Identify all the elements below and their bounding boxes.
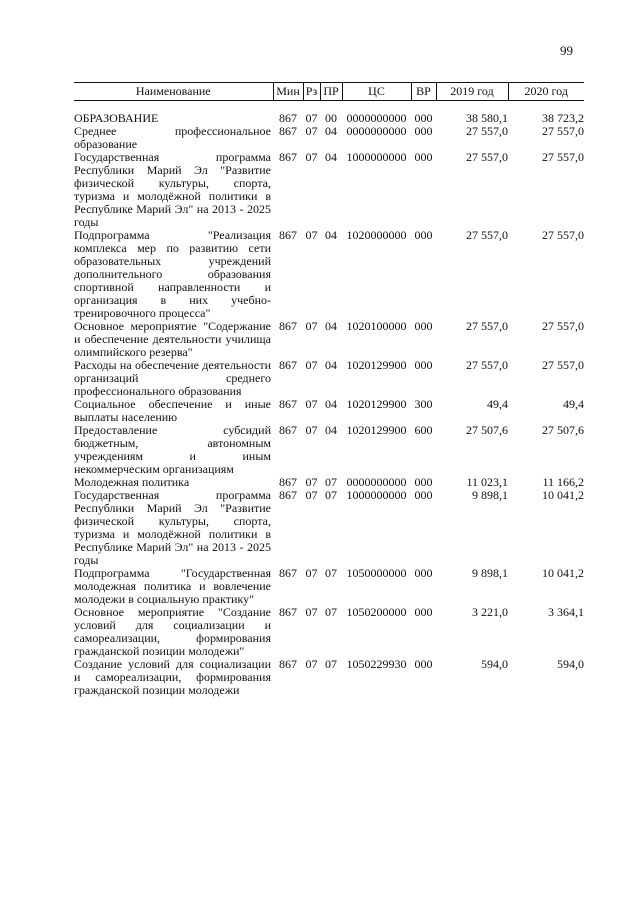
cell-2020: 49,4 [563,397,584,411]
cell-name: Государственная программа Республики Марий Эл "Развитие физической культуры, спорта, туризма и молодёжной политики в Республике Марий Эл" на 2013 - 2025 годы [74,488,271,567]
cell-vr: 000 [414,475,433,489]
cell-2019: 38 580,1 [466,111,508,125]
budget-table [74,82,584,697]
cell-rz: 07 [305,319,318,333]
table-row [74,567,584,606]
cell-name: Социальное обеспечение и иные выплаты населению [74,397,271,424]
cell-pr: 04 [325,319,337,333]
cell-2020: 10 041,2 [542,488,584,502]
table-row [74,320,584,359]
cell-name: Государственная программа Республики Марий Эл "Развитие физической культуры, спорта, туризма и молодёжной политики в Республике Марий Эл" на 2013 - 2025 годы [74,150,271,229]
cell-vr: 000 [414,124,433,138]
header-cs: ЦС [342,83,411,101]
table-row [74,658,584,697]
cell-2020: 594,0 [557,657,584,671]
table-row [74,606,584,658]
header-pr: ПР [320,83,342,101]
cell-vr: 300 [414,397,433,411]
cell-2020: 38 723,2 [542,111,584,125]
cell-2019: 27 557,0 [466,358,508,372]
cell-2019: 594,0 [481,657,508,671]
table-body [74,101,584,698]
cell-2019: 11 023,1 [466,475,508,489]
table-row [74,398,584,424]
cell-cs: 1050200000 [346,605,407,619]
cell-vr: 000 [414,605,433,619]
cell-pr: 04 [325,150,337,164]
page-number: 99 [560,43,573,58]
cell-name: Предоставление субсидий бюджетным, автономным учреждениям и иным некоммерческим организациям [74,423,271,476]
table-row [74,424,584,476]
cell-name: ОБРАЗОВАНИЕ [74,111,159,125]
cell-2020: 27 557,0 [542,228,584,242]
cell-min: 867 [279,358,297,372]
cell-cs: 0000000000 [346,124,407,138]
cell-cs: 1020129900 [346,397,407,411]
cell-rz: 07 [305,124,318,138]
cell-pr: 07 [325,488,337,502]
cell-vr: 000 [414,358,433,372]
cell-2019: 27 507,6 [466,423,508,437]
cell-vr: 000 [414,657,433,671]
cell-pr: 07 [325,605,337,619]
cell-2019: 9 898,1 [472,566,508,580]
cell-pr: 07 [325,657,337,671]
cell-cs: 1000000000 [346,488,407,502]
cell-2020: 10 041,2 [542,566,584,580]
cell-name: Молодежная политика [74,475,190,489]
cell-vr: 000 [414,150,433,164]
cell-2019: 49,4 [487,397,508,411]
cell-2019: 27 557,0 [466,319,508,333]
table-row [74,359,584,398]
cell-min: 867 [279,423,297,437]
cell-pr: 00 [325,111,337,125]
cell-2019: 27 557,0 [466,228,508,242]
cell-rz: 07 [305,150,318,164]
cell-pr: 07 [325,566,337,580]
cell-min: 867 [279,228,297,242]
header-2020: 2020 год [508,83,584,101]
cell-rz: 07 [305,605,318,619]
cell-2020: 3 364,1 [548,605,584,619]
cell-rz: 07 [305,423,318,437]
cell-min: 867 [279,475,297,489]
cell-2019: 27 557,0 [466,124,508,138]
cell-min: 867 [279,319,297,333]
cell-min: 867 [279,124,297,138]
cell-min: 867 [279,657,297,671]
table-row [74,489,584,567]
header-2019: 2019 год [436,83,508,101]
cell-2020: 27 557,0 [542,319,584,333]
cell-name: Среднее профессиональное образование [74,124,271,151]
cell-pr: 04 [325,124,337,138]
cell-vr: 000 [414,488,433,502]
cell-cs: 1000000000 [346,150,407,164]
cell-2020: 11 166,2 [542,475,584,489]
cell-2020: 27 557,0 [542,150,584,164]
header-name: Наименование [74,83,273,101]
cell-rz: 07 [305,358,318,372]
cell-cs: 0000000000 [346,111,407,125]
cell-min: 867 [279,605,297,619]
cell-name: Основное мероприятие "Создание условий для социализации и самореализации, формирования гражданской позиции молодежи" [74,605,271,658]
cell-vr: 000 [414,566,433,580]
cell-cs: 1020000000 [346,228,407,242]
cell-name: Создание условий для социализации и самореализации, формирования гражданской позиции молодежи [74,657,271,697]
header-rz: Рз [303,83,320,101]
cell-2020: 27 557,0 [542,124,584,138]
cell-pr: 07 [325,475,337,489]
cell-2019: 3 221,0 [472,605,508,619]
cell-rz: 07 [305,566,318,580]
cell-pr: 04 [325,423,337,437]
cell-vr: 000 [414,319,433,333]
cell-rz: 07 [305,475,318,489]
header-vr: ВР [411,83,436,101]
cell-2020: 27 557,0 [542,358,584,372]
cell-2019: 27 557,0 [466,150,508,164]
cell-cs: 1050229930 [346,657,407,671]
cell-rz: 07 [305,111,318,125]
table-row [74,125,584,151]
cell-min: 867 [279,111,297,125]
cell-min: 867 [279,566,297,580]
cell-cs: 1050000000 [346,566,407,580]
cell-min: 867 [279,397,297,411]
cell-vr: 600 [414,423,433,437]
cell-pr: 04 [325,228,337,242]
cell-cs: 1020129900 [346,423,407,437]
cell-rz: 07 [305,657,318,671]
cell-vr: 000 [414,111,433,125]
cell-name: Расходы на обеспечение деятельности организаций среднего профессионального образования [74,358,271,398]
table-row [74,229,584,320]
cell-pr: 04 [325,358,337,372]
table-row [74,101,584,126]
cell-min: 867 [279,488,297,502]
cell-cs: 1020100000 [346,319,407,333]
cell-rz: 07 [305,488,318,502]
cell-vr: 000 [414,228,433,242]
cell-min: 867 [279,150,297,164]
cell-name: Основное мероприятие "Содержание и обеспечение деятельности училища олимпийского резерва" [74,319,271,359]
cell-2019: 9 898,1 [472,488,508,502]
header-min: Мин [273,83,303,101]
cell-name: Подпрограмма "Государственная молодежная политика и вовлечение молодежи в социальную практику" [74,566,271,606]
cell-name: Подпрограмма "Реализация комплекса мер по развитию сети образовательных учреждений дополнительного образования спортивной направленности и организация в них учебно-тренировочного процесса" [74,228,271,320]
cell-rz: 07 [305,228,318,242]
cell-rz: 07 [305,397,318,411]
cell-cs: 0000000000 [346,475,407,489]
table-header-row [74,83,584,101]
cell-cs: 1020129900 [346,358,407,372]
table-row [74,151,584,229]
cell-pr: 04 [325,397,337,411]
cell-2020: 27 507,6 [542,423,584,437]
